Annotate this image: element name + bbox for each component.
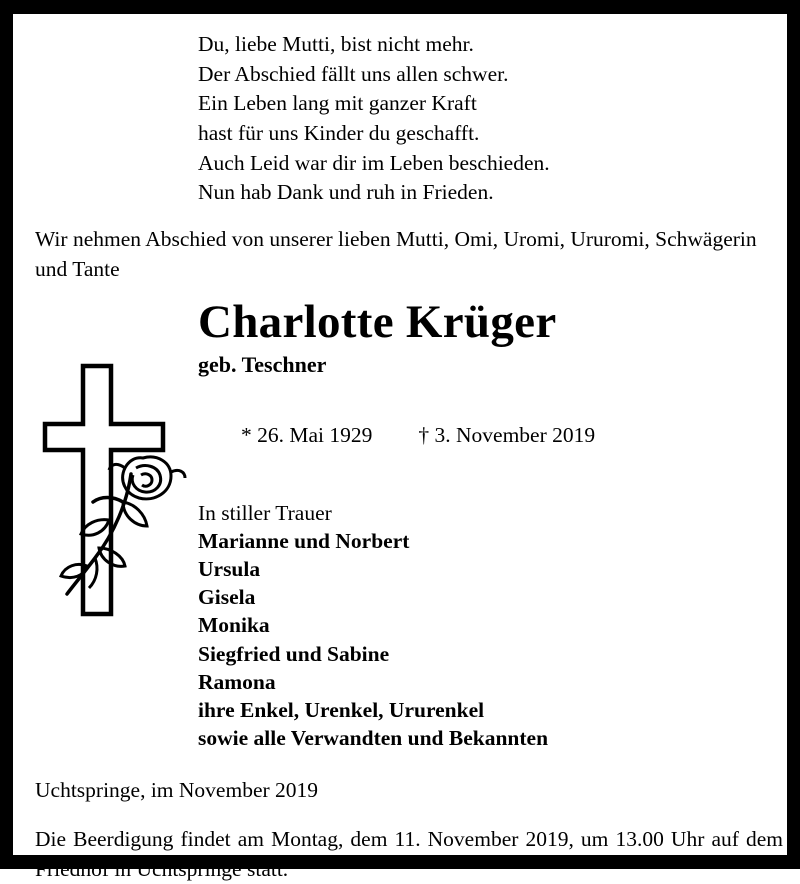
poem-line: Auch Leid war dir im Leben beschieden. [198, 150, 550, 175]
mourners-lead: In stiller Trauer [198, 500, 332, 525]
mourner-name: Siegfried und Sabine [198, 641, 390, 666]
death-date: † 3. November 2019 [418, 422, 596, 447]
intro-text: Wir nehmen Abschied von unserer lieben Mutti, Omi, Uromi, Ururomi, Schwägerin und Tante [35, 226, 757, 281]
mourner-name: Monika [198, 613, 270, 638]
mourner-name: sowie alle Verwandten und Bekannten [198, 726, 549, 750]
funeral-details: Die Beerdigung findet am Montag, dem 11. November 2019, um 13.00 Uhr auf dem Friedhof in Uchtspringe statt. [35, 827, 783, 881]
mourner-name: Gisela [198, 585, 256, 610]
mourner-name: Marianne und Norbert [198, 528, 410, 553]
mourner-name: ihre Enkel, Urenkel, Ururenkel [198, 697, 485, 722]
mourner-name: Ramona [198, 669, 276, 694]
poem-block [35, 30, 765, 208]
cross-with-rose-icon [39, 362, 189, 622]
maiden-name: geb. Teschner [198, 352, 327, 378]
life-dates [198, 398, 765, 473]
poem-line: Der Abschied fällt uns allen schwer. [198, 61, 509, 86]
mourner-name: Ursula [198, 557, 261, 582]
poem-line: Nun hab Dank und ruh in Frieden. [198, 180, 494, 205]
obituary-content [13, 14, 787, 881]
poem-line: hast für uns Kinder du geschafft. [198, 120, 480, 145]
poem-line: Du, liebe Mutti, bist nicht mehr. [198, 32, 474, 56]
deceased-name: Charlotte Krüger [198, 296, 557, 349]
poem-line: Ein Leben lang mit ganzer Kraft [198, 91, 477, 116]
place-and-date: Uchtspringe, im November 2019 [35, 778, 319, 803]
birth-date: * 26. Mai 1929 [241, 422, 373, 447]
